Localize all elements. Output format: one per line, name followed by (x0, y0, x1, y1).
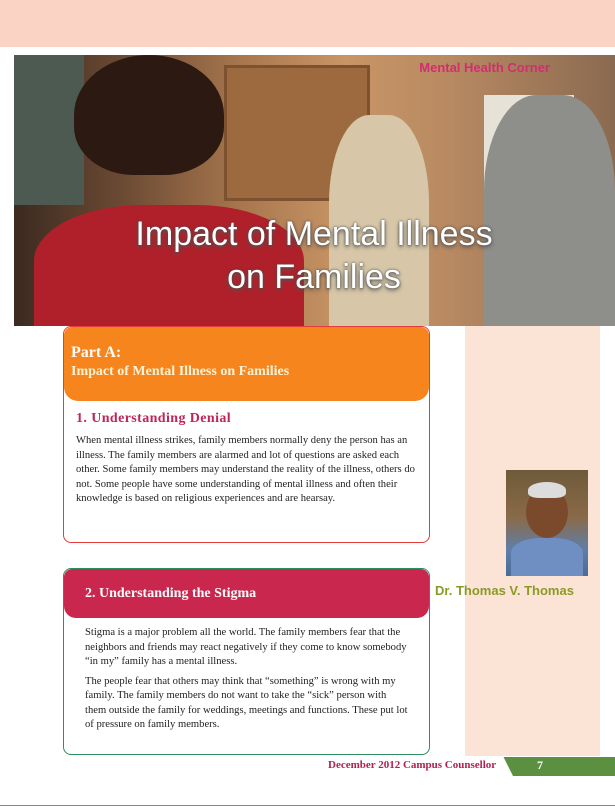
section-2-header (64, 569, 429, 618)
section-1-paragraph: When mental illness strikes, family members normally deny the person has an illness. The family members are alarmed and lot of questions are asked each other. Some family members may understand the reality of the illness, others do not. Some people have some understanding of mental illness and often their knowledge is based on religious experiences and are hearsay. (76, 435, 415, 504)
author-photo (506, 470, 588, 576)
title-line-2: on Families (227, 258, 401, 296)
part-a-label: Part A: (71, 344, 122, 361)
page-title (74, 213, 554, 299)
section-2-paragraph-1: Stigma is a major problem all the world. The family members fear that the neighbors and friends may react negatively if they come to know somebody “in my” family has a mental illness. (85, 627, 407, 667)
section-1-title: 1. Understanding Denial (76, 411, 232, 426)
title-line-1: Impact of Mental Illness (135, 215, 493, 253)
section-2-box (63, 568, 430, 755)
section-2-paragraph-2: The people fear that others may think that “something” is wrong with my family. The family members do not want to take the “sick” person with them outside the family for weddings, meetings and functions. These put lot of pressure on family members. (85, 675, 408, 730)
hero-image (14, 55, 615, 326)
top-band (0, 0, 615, 47)
hero-boy-head (74, 55, 224, 175)
author-photo-hair (528, 482, 566, 498)
page-number: 7 (537, 758, 543, 772)
author-photo-shirt (511, 538, 583, 576)
part-a-box (63, 326, 430, 543)
part-a-header (64, 327, 429, 401)
author-name: Dr. Thomas V. Thomas (435, 583, 574, 598)
part-a-subtitle: Impact of Mental Illness on Families (71, 364, 290, 379)
bottom-divider (0, 805, 615, 806)
section-tag: Mental Health Corner (419, 60, 550, 75)
section-2-title: 2. Understanding the Stigma (85, 585, 257, 601)
footer-issue-label: December 2012 Campus Counsellor (328, 759, 497, 771)
